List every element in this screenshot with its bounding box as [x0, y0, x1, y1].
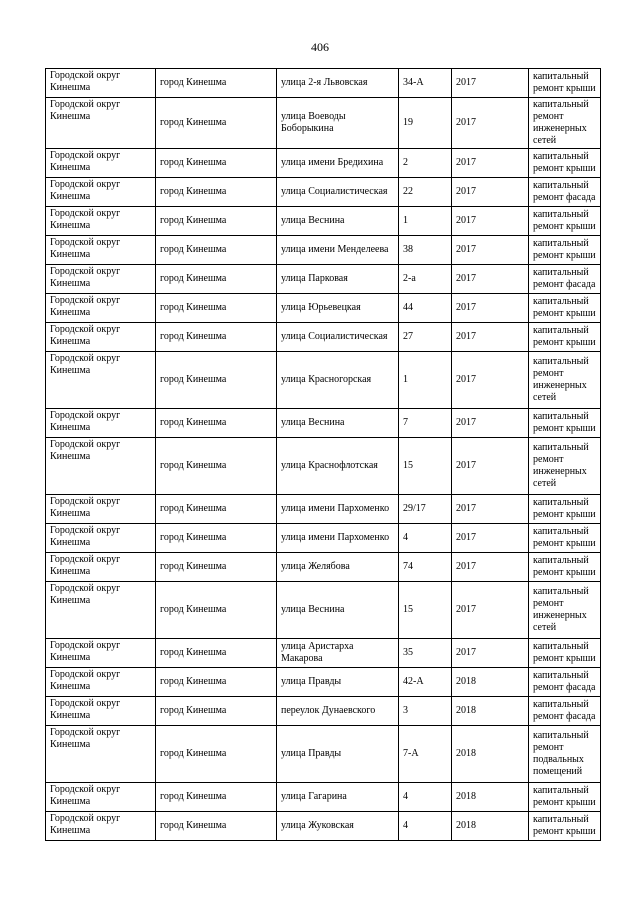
cell-house: 38: [399, 236, 452, 265]
cell-work: капитальный ремонт крыши: [529, 149, 601, 178]
cell-street: переулок Дунаевского: [277, 697, 399, 726]
cell-house: 4: [399, 783, 452, 812]
cell-district: Городской округ Кинешма: [46, 495, 156, 524]
cell-street: улица Гагарина: [277, 783, 399, 812]
cell-street: улица Желябова: [277, 553, 399, 582]
cell-settlement: город Кинешма: [156, 149, 277, 178]
table-row: [46, 265, 601, 294]
cell-house: 35: [399, 639, 452, 668]
table-row: [46, 783, 601, 812]
cell-house: 4: [399, 524, 452, 553]
cell-district: Городской округ Кинешма: [46, 236, 156, 265]
table-row: [46, 726, 601, 783]
cell-district: Городской округ Кинешма: [46, 207, 156, 236]
cell-settlement: город Кинешма: [156, 783, 277, 812]
table-row: [46, 524, 601, 553]
cell-work: капитальный ремонт крыши: [529, 783, 601, 812]
cell-district: Городской округ Кинешма: [46, 726, 156, 783]
cell-street: улица Веснина: [277, 207, 399, 236]
table-row: [46, 668, 601, 697]
cell-street: улица имени Менделеева: [277, 236, 399, 265]
cell-district: Городской округ Кинешма: [46, 98, 156, 149]
cell-district: Городской округ Кинешма: [46, 149, 156, 178]
cell-street: улица Социалистическая: [277, 178, 399, 207]
cell-work: капитальный ремонт инженерных сетей: [529, 582, 601, 639]
cell-year: 2017: [452, 524, 529, 553]
cell-district: Городской округ Кинешма: [46, 812, 156, 841]
table-row: [46, 236, 601, 265]
cell-house: 74: [399, 553, 452, 582]
cell-street: улица имени Пархоменко: [277, 495, 399, 524]
cell-house: 44: [399, 294, 452, 323]
cell-work: капитальный ремонт крыши: [529, 495, 601, 524]
cell-district: Городской округ Кинешма: [46, 323, 156, 352]
cell-year: 2018: [452, 697, 529, 726]
cell-year: 2017: [452, 553, 529, 582]
table-row: [46, 352, 601, 409]
table-row: [46, 409, 601, 438]
cell-house: 2-а: [399, 265, 452, 294]
cell-settlement: город Кинешма: [156, 726, 277, 783]
cell-district: Городской округ Кинешма: [46, 352, 156, 409]
cell-year: 2017: [452, 69, 529, 98]
cell-work: капитальный ремонт крыши: [529, 409, 601, 438]
table-row: [46, 697, 601, 726]
cell-settlement: город Кинешма: [156, 582, 277, 639]
cell-street: улица Веснина: [277, 409, 399, 438]
cell-work: капитальный ремонт крыши: [529, 553, 601, 582]
cell-district: Городской округ Кинешма: [46, 582, 156, 639]
cell-house: 34-А: [399, 69, 452, 98]
cell-house: 7-А: [399, 726, 452, 783]
cell-year: 2017: [452, 236, 529, 265]
cell-year: 2017: [452, 265, 529, 294]
cell-district: Городской округ Кинешма: [46, 697, 156, 726]
cell-street: улица имени Пархоменко: [277, 524, 399, 553]
housing-repair-table: [45, 68, 601, 841]
cell-district: Городской округ Кинешма: [46, 668, 156, 697]
table-row: [46, 323, 601, 352]
cell-settlement: город Кинешма: [156, 668, 277, 697]
cell-settlement: город Кинешма: [156, 352, 277, 409]
table-row: [46, 553, 601, 582]
cell-house: 29/17: [399, 495, 452, 524]
cell-district: Городской округ Кинешма: [46, 294, 156, 323]
cell-street: улица имени Бредихина: [277, 149, 399, 178]
cell-district: Городской округ Кинешма: [46, 265, 156, 294]
table-row: [46, 812, 601, 841]
cell-street: улица 2-я Львовская: [277, 69, 399, 98]
cell-house: 42-А: [399, 668, 452, 697]
cell-work: капитальный ремонт инженерных сетей: [529, 352, 601, 409]
cell-house: 3: [399, 697, 452, 726]
cell-work: капитальный ремонт фасада: [529, 697, 601, 726]
cell-district: Городской округ Кинешма: [46, 178, 156, 207]
cell-work: капитальный ремонт крыши: [529, 812, 601, 841]
table-row: [46, 639, 601, 668]
table-row: [46, 98, 601, 149]
cell-settlement: город Кинешма: [156, 553, 277, 582]
cell-year: 2018: [452, 812, 529, 841]
table-row: [46, 69, 601, 98]
cell-street: улица Красногорская: [277, 352, 399, 409]
cell-work: капитальный ремонт крыши: [529, 294, 601, 323]
table-row: [46, 495, 601, 524]
cell-settlement: город Кинешма: [156, 639, 277, 668]
cell-settlement: город Кинешма: [156, 409, 277, 438]
cell-district: Городской округ Кинешма: [46, 409, 156, 438]
cell-year: 2017: [452, 294, 529, 323]
cell-work: капитальный ремонт крыши: [529, 524, 601, 553]
cell-settlement: город Кинешма: [156, 98, 277, 149]
cell-year: 2017: [452, 98, 529, 149]
cell-house: 15: [399, 582, 452, 639]
cell-work: капитальный ремонт фасада: [529, 668, 601, 697]
cell-settlement: город Кинешма: [156, 207, 277, 236]
table-row: [46, 149, 601, 178]
cell-work: капитальный ремонт инженерных сетей: [529, 438, 601, 495]
cell-work: капитальный ремонт крыши: [529, 207, 601, 236]
cell-street: улица Юрьевецкая: [277, 294, 399, 323]
cell-settlement: город Кинешма: [156, 69, 277, 98]
cell-house: 27: [399, 323, 452, 352]
cell-year: 2017: [452, 409, 529, 438]
cell-house: 19: [399, 98, 452, 149]
cell-district: Городской округ Кинешма: [46, 783, 156, 812]
cell-district: Городской округ Кинешма: [46, 639, 156, 668]
cell-year: 2017: [452, 438, 529, 495]
cell-year: 2017: [452, 149, 529, 178]
cell-street: улица Краснофлотская: [277, 438, 399, 495]
cell-house: 4: [399, 812, 452, 841]
cell-house: 15: [399, 438, 452, 495]
cell-district: Городской округ Кинешма: [46, 438, 156, 495]
cell-work: капитальный ремонт крыши: [529, 69, 601, 98]
cell-settlement: город Кинешма: [156, 495, 277, 524]
table-row: [46, 582, 601, 639]
cell-house: 7: [399, 409, 452, 438]
cell-year: 2017: [452, 207, 529, 236]
cell-street: улица Веснина: [277, 582, 399, 639]
cell-year: 2018: [452, 726, 529, 783]
cell-year: 2017: [452, 323, 529, 352]
cell-work: капитальный ремонт крыши: [529, 639, 601, 668]
cell-settlement: город Кинешма: [156, 812, 277, 841]
cell-work: капитальный ремонт крыши: [529, 236, 601, 265]
cell-work: капитальный ремонт инженерных сетей: [529, 98, 601, 149]
cell-street: улица Жуковская: [277, 812, 399, 841]
cell-work: капитальный ремонт крыши: [529, 323, 601, 352]
cell-district: Городской округ Кинешма: [46, 553, 156, 582]
cell-settlement: город Кинешма: [156, 697, 277, 726]
table-row: [46, 438, 601, 495]
cell-work: капитальный ремонт подвальных помещений: [529, 726, 601, 783]
cell-year: 2018: [452, 668, 529, 697]
cell-work: капитальный ремонт фасада: [529, 265, 601, 294]
cell-settlement: город Кинешма: [156, 178, 277, 207]
table-row: [46, 207, 601, 236]
cell-year: 2017: [452, 178, 529, 207]
cell-settlement: город Кинешма: [156, 294, 277, 323]
cell-house: 22: [399, 178, 452, 207]
cell-year: 2017: [452, 495, 529, 524]
cell-district: Городской округ Кинешма: [46, 69, 156, 98]
cell-settlement: город Кинешма: [156, 524, 277, 553]
cell-year: 2017: [452, 639, 529, 668]
cell-street: улица Социалистическая: [277, 323, 399, 352]
cell-settlement: город Кинешма: [156, 265, 277, 294]
cell-street: улица Правды: [277, 726, 399, 783]
table-row: [46, 294, 601, 323]
page-number: 406: [311, 40, 329, 54]
cell-street: улица Парковая: [277, 265, 399, 294]
cell-district: Городской округ Кинешма: [46, 524, 156, 553]
cell-street: улица Правды: [277, 668, 399, 697]
cell-year: 2017: [452, 352, 529, 409]
cell-house: 1: [399, 352, 452, 409]
cell-settlement: город Кинешма: [156, 323, 277, 352]
cell-year: 2017: [452, 582, 529, 639]
table-body: [46, 69, 601, 841]
cell-settlement: город Кинешма: [156, 438, 277, 495]
cell-settlement: город Кинешма: [156, 236, 277, 265]
cell-house: 2: [399, 149, 452, 178]
cell-street: улица Воеводы Боборыкина: [277, 98, 399, 149]
table-row: [46, 178, 601, 207]
cell-street: улица Аристарха Макарова: [277, 639, 399, 668]
cell-work: капитальный ремонт фасада: [529, 178, 601, 207]
cell-year: 2018: [452, 783, 529, 812]
cell-house: 1: [399, 207, 452, 236]
